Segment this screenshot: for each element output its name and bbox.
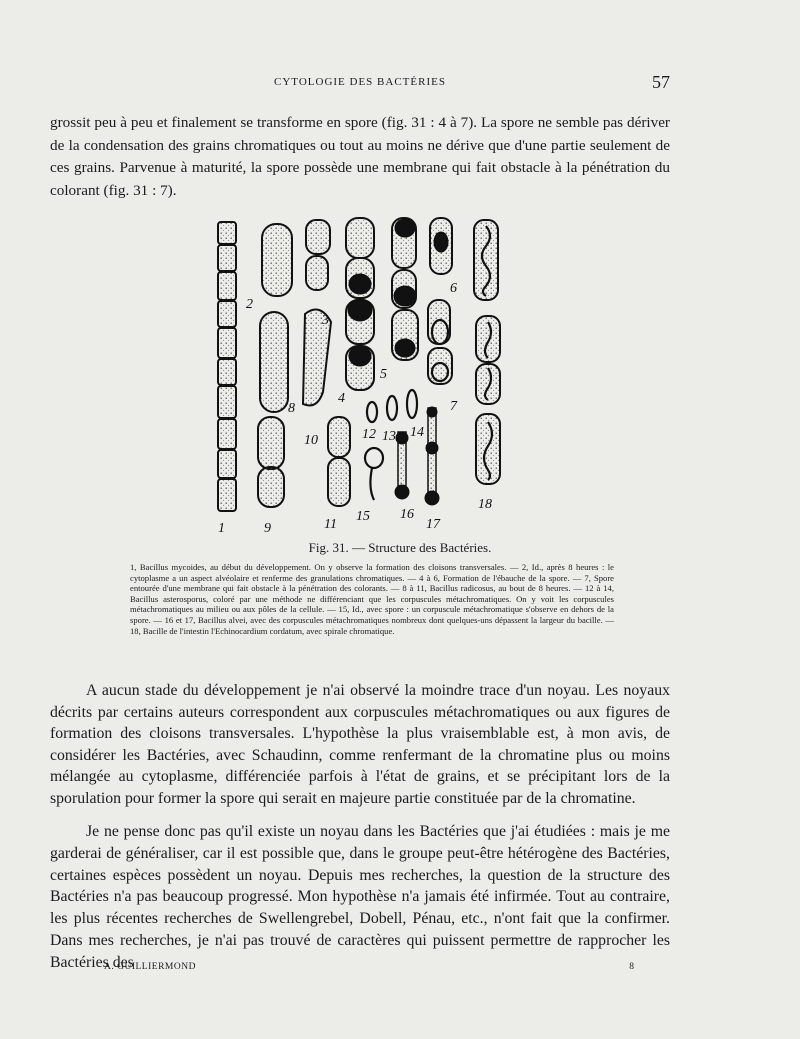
figure-label-6: 6	[450, 281, 457, 296]
cell-chain-1	[218, 222, 236, 511]
paragraph-spore-formation: grossit peu à peu et finalement se transforme en spore (fig. 31 : 4 à 7). La spore ne semble pas dériver de la condensation des grains chromatiques ou tout au moins ne dérive que d'une partie seulement de ces grains. Parvenue à maturité, la spore possède une membrane qui fait obstacle à la pénétration du colorant (fig. 31 : 7).	[50, 114, 670, 199]
figure-label-4: 4	[338, 391, 345, 406]
figure-label-5: 5	[380, 367, 387, 382]
figure-label-9: 9	[264, 521, 271, 536]
figure-caption-text: 1, Bacillus mycoides, au début du développement. On y observe la formation des cloisons transversales. — 2, Id., après 8 heures : le cytoplasme a un aspect alvéolaire et renferme des granulations chromatiques. — 4 à 6, Formation de l'ébauche de la spore. — 7, Spore entourée d'une membrane qui fait obstacle à la pénétration des colorants. — 8 à 11, Bacillus radicosus, au bout de 8 heures. — 12 à 14, Bacillus asterosporus, coloré par une méthode ne différenciant que les corpuscules métachromatiques. On y voit les corpuscules métachromatiques au milieu ou aux pôles de la cellule. — 15, Id., avec spore : un corpuscule métachromatique s'observe en dehors de la spore. — 16 et 17, Bacillus alvei, avec des corpuscules métachromatiques nombreux dont quelques-uns dépassent la largeur du bacille. — 18, Bacille de l'intestin l'Echinocardium cordatum, avec spirale chromatique.	[130, 562, 614, 636]
figure-label-18: 18	[478, 497, 492, 512]
footer-author: A. GUILLIERMOND	[104, 962, 196, 972]
figure-label-10: 10	[304, 433, 318, 448]
figure-label-3: 3	[322, 313, 329, 328]
figure-label-15: 15	[356, 509, 370, 524]
figure-label-8: 8	[288, 401, 295, 416]
figure-label-1: 1	[218, 521, 225, 536]
paragraph-no-nucleus: A aucun stade du développement je n'ai observé la moindre trace d'un noyau. Les noyaux décrits par certains auteurs correspondent aux corpuscules métachromatiques ou aux figures de formation des cloisons transversales. L'hypothèse la plus vraisemblable est, à mon avis, de considérer les Bactéries, avec Schaudinn, comme renfermant de la chromatine plus ou moins mélangée au cytoplasme, différenciée parfois à l'état de grains, et se précipitant lors de la sporulation pour former la spore qui serait en majeure partie constituée par de la chromatine.	[50, 682, 670, 807]
figure-label-11: 11	[324, 517, 337, 532]
running-title: CYTOLOGIE DES BACTÉRIES	[274, 76, 446, 88]
page-footer	[104, 962, 634, 976]
figure-label-13: 13	[382, 429, 396, 444]
figure-label-12: 12	[362, 427, 376, 442]
page-header	[50, 72, 670, 96]
figure-label-14: 14	[410, 425, 424, 440]
figure-label-17: 17	[426, 517, 440, 532]
figure-label-2: 2	[246, 297, 253, 312]
figure-label-7: 7	[450, 399, 457, 414]
page-number: 57	[652, 72, 670, 92]
footer-signature: 8	[629, 962, 634, 972]
figure-label-16: 16	[400, 507, 414, 522]
bacteria-drawing	[200, 212, 520, 537]
figure-bacteria-structure	[200, 212, 520, 537]
paragraph-conclusion: Je ne pense donc pas qu'il existe un noyau dans les Bactéries que j'ai étudiées : mais je me garderai de généraliser, car il est possible que, dans le groupe peut-être hétérogène des Bactéries, certaines espèces possèdent un noyau. Depuis mes recherches, la question de la structure des Bactéries n'a pas beaucoup progressé. Mon hypothèse n'a jamais été infirmée. Tout au contraire, les plus récentes recherches de Swellengrebel, Dobell, Pénau, etc., n'ont fait que la confirmer. Dans mes recherches, je n'ai pas trouvé de caractères qui puissent permettre de rapprocher les Bactéries des	[50, 823, 670, 971]
figure-caption-title: Fig. 31. — Structure des Bactéries.	[308, 540, 492, 555]
